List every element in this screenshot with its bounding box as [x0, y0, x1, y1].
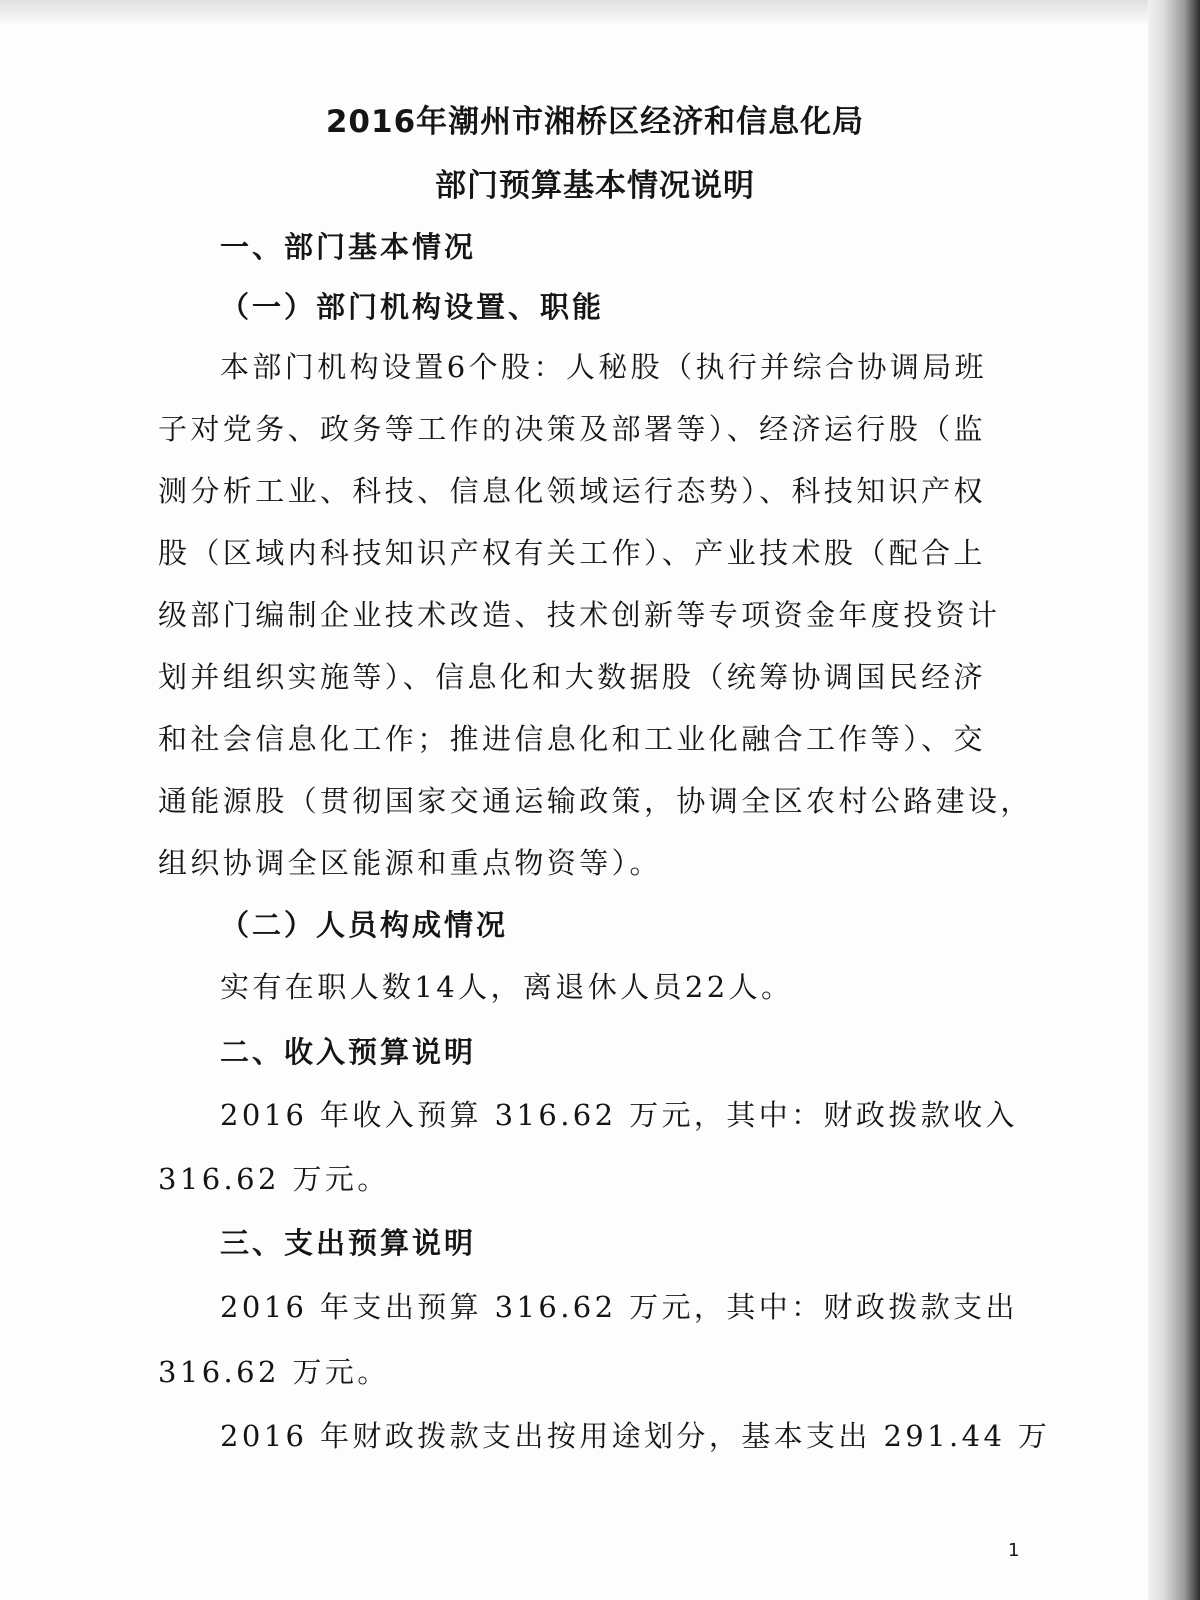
- subsection-1-heading: （一）部门机构设置、职能: [220, 290, 605, 324]
- page-number: 1: [1008, 1540, 1020, 1561]
- org-paragraph-line: 测分析工业、科技、信息化领域运行态势）、科技知识产权: [158, 474, 986, 508]
- income-line: 2016 年收入预算 316.62 万元，其中：财政拨款收入: [220, 1098, 1018, 1132]
- staff-text: 实有在职人数14人，离退休人员22人。: [220, 970, 794, 1004]
- org-paragraph-line: 划并组织实施等）、信息化和大数据股（统筹协调国民经济: [158, 660, 986, 694]
- org-paragraph-line: 和社会信息化工作；推进信息化和工业化融合工作等）、交: [158, 722, 986, 756]
- usage-line: 2016 年财政拨款支出按用途划分，基本支出 291.44 万: [220, 1419, 1051, 1453]
- section-2-heading: 二、收入预算说明: [220, 1035, 477, 1069]
- org-paragraph-line: 股（区域内科技知识产权有关工作）、产业技术股（配合上: [158, 536, 986, 570]
- org-paragraph-line: 通能源股（贯彻国家交通运输政策，协调全区农村公路建设，: [158, 784, 1033, 818]
- org-paragraph-line: 子对党务、政务等工作的决策及部署等）、经济运行股（监: [158, 412, 986, 446]
- org-paragraph-line: 级部门编制企业技术改造、技术创新等专项资金年度投资计: [158, 598, 1001, 632]
- org-paragraph-line: 本部门机构设置6个股：人秘股（执行并综合协调局班: [220, 350, 988, 384]
- section-3-heading: 三、支出预算说明: [220, 1226, 477, 1260]
- scan-shadow-top: [0, 0, 1148, 26]
- scan-shadow-right: [1148, 0, 1200, 1600]
- expense-line: 316.62 万元。: [158, 1355, 390, 1389]
- section-1-heading: 一、部门基本情况: [220, 230, 477, 264]
- subsection-2-heading: （二）人员构成情况: [220, 908, 509, 942]
- document-title-line-1: 2016年潮州市湘桥区经济和信息化局: [325, 104, 865, 140]
- org-paragraph-line: 组织协调全区能源和重点物资等）。: [158, 846, 662, 880]
- expense-line: 2016 年支出预算 316.62 万元，其中：财政拨款支出: [220, 1290, 1018, 1324]
- income-line: 316.62 万元。: [158, 1162, 390, 1196]
- document-title-line-2: 部门预算基本情况说明: [435, 168, 755, 204]
